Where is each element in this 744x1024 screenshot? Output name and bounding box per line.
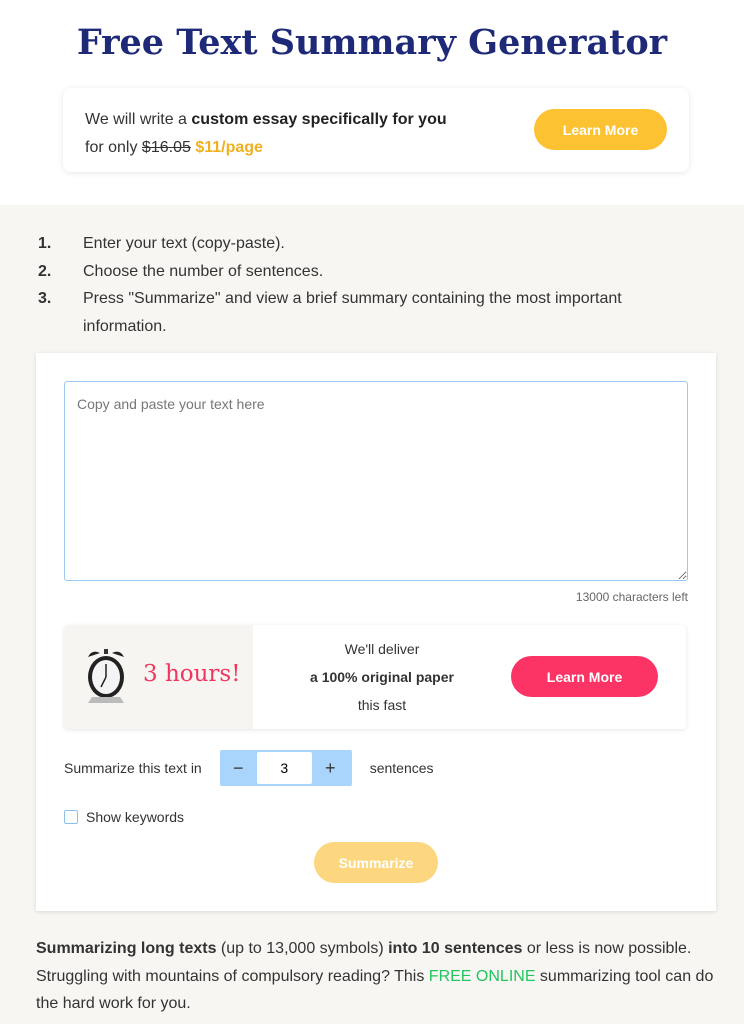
promo-banner [63,88,689,172]
desc-text-1: (up to 13,000 symbols) [216,940,389,957]
step-text: Enter your text (copy-paste). [83,235,285,252]
decrement-button[interactable]: − [232,757,244,778]
show-keywords-checkbox[interactable] [64,810,78,824]
desc-bold-1: Summarizing long texts [36,940,217,957]
promo-text [85,106,447,162]
show-keywords-label: Show keywords [86,809,185,825]
alarm-clock-icon [84,647,128,705]
step-text: Press "Summarize" and view a brief summary containing the most important information. [83,290,622,335]
show-keywords-option[interactable] [64,809,184,825]
step-number: 3. [38,290,52,307]
sentence-prefix-label: Summarize this text in [64,760,202,776]
delivery-line2: a 100% original paper [310,669,454,685]
delivery-text [282,635,482,719]
increment-button[interactable]: + [324,757,336,778]
promo-line2: for only [85,139,142,156]
characters-left: 13000 characters left [575,590,688,604]
summarize-button[interactable]: Summarize [314,842,438,883]
old-price: $16.05 [141,139,191,156]
sentence-count-row [64,749,434,787]
delivery-banner [64,625,686,729]
step-number: 1. [38,235,52,252]
delivery-hours: 3 hours! [143,661,241,687]
desc-free-online: FREE ONLINE [428,967,536,985]
step-number: 2. [38,262,52,280]
step [38,230,678,258]
step [38,258,678,286]
instructions-list [38,230,678,340]
delivery-learn-more-button[interactable]: Learn More [511,656,658,697]
new-price: $11/page [195,139,263,156]
summarizer-card [36,353,716,911]
step [38,285,678,340]
promo-line1: We will write a [85,111,192,128]
sentence-count-input[interactable] [257,752,312,784]
promo-bold: custom essay specifically for you [191,111,447,128]
page-title: Free Text Summary Generator [76,22,668,63]
sentence-suffix-label: sentences [369,760,434,776]
step-text: Choose the number of sentences. [83,262,324,280]
desc-bold-2: into 10 sentences [388,940,523,957]
desc-text-2: or less is now possible. Struggling with mountains of compulsory reading? This [36,940,692,985]
description [36,935,716,1018]
delivery-line3: this fast [357,697,407,713]
delivery-line1: We'll deliver [344,641,420,657]
sentence-stepper [220,750,352,786]
text-input[interactable] [64,381,688,581]
desc-text-3: summarizing tool can do the hard work for you. [36,967,714,1012]
promo-learn-more-button[interactable]: Learn More [534,109,667,150]
